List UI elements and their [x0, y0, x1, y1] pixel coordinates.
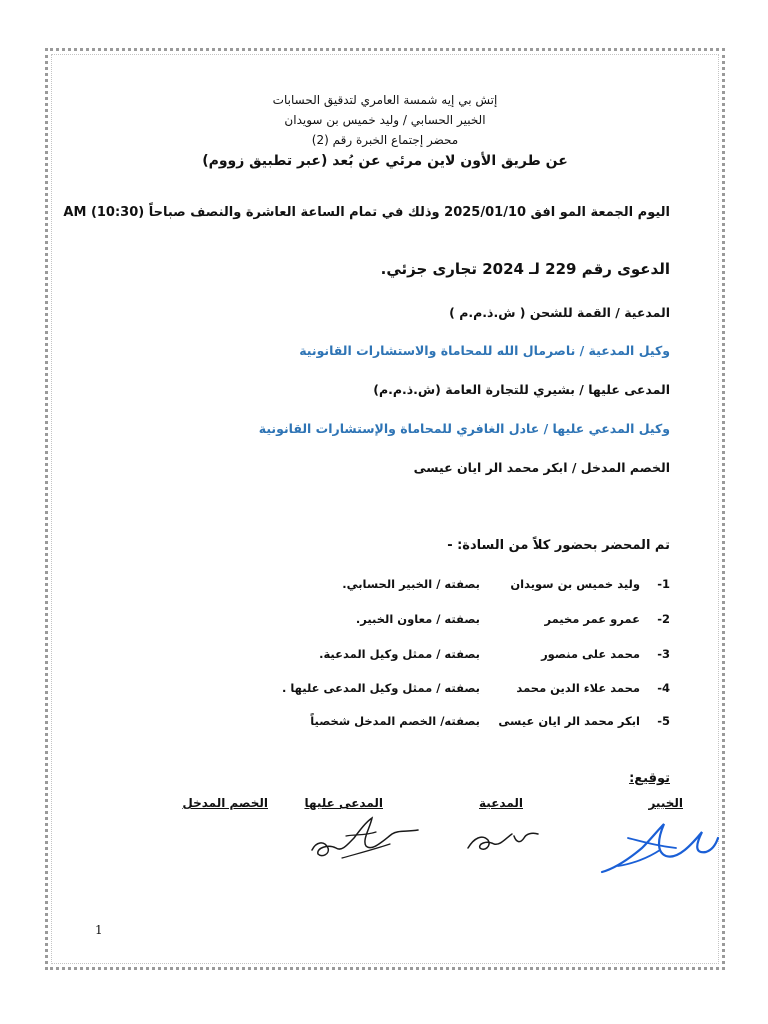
attendee-number: 1-	[657, 577, 670, 591]
attendee-role: بصفته / ممثل وكيل المدعى عليها .	[281, 681, 480, 695]
defendant-signature-image	[306, 814, 424, 864]
attendance-heading: تم المحضر بحضور كلاً من السادة: -	[447, 538, 670, 553]
document-header	[60, 90, 710, 172]
attendee-role: بصفته / الخبير الحسابي.	[342, 577, 480, 591]
meeting-method: عن طريق الأون لاين مرئي عن بُعد (عبر تطبيق زووم)	[202, 153, 568, 169]
attendee-role: بصفته / ممثل وكيل المدعية.	[319, 647, 480, 661]
signature-label-defendant: المدعى عليها	[304, 796, 383, 810]
attendee-name: عمرو عمر مخيمر	[544, 612, 640, 626]
minutes-title: محضر إجتماع الخبرة رقم (2)	[311, 133, 459, 147]
attendee-name: محمد على منصور	[541, 647, 640, 661]
attendee-name: وليد خميس بن سويدان	[510, 577, 640, 591]
page-number: 1	[95, 923, 103, 937]
defendant: المدعى عليها / بشيري للتجارة العامة (ش.ذ.م.م)	[373, 382, 670, 397]
plaintiff: المدعية / القمة للشحن ( ش.ذ.م.م )	[449, 305, 670, 320]
plaintiff-signature-image	[462, 826, 542, 858]
meeting-date: اليوم الجمعة المو افق 2025/01/10 وذلك في تمام الساعة العاشرة والنصف صباحاً (10:30) AM	[63, 205, 670, 220]
attendee-number: 2-	[657, 612, 670, 626]
attendee-number: 5-	[657, 714, 670, 728]
defendant-attorney: وكيل المدعي عليها / عادل الغافري للمحاماة والإستشارات القانونية	[258, 421, 670, 436]
firm-name: إتش بي إيه شمسة العامري لتدقيق الحسابات	[272, 93, 498, 107]
attendee-name: ابكر محمد الر ايان عيسى	[498, 714, 640, 728]
attendee-row	[270, 714, 670, 732]
case-number: الدعوى رقم 229 لـ 2024 تجارى جزئي.	[380, 260, 670, 278]
signature-label-intervening: الخصم المدخل	[182, 796, 268, 810]
attendee-row	[270, 647, 670, 665]
attendee-number: 4-	[657, 681, 670, 695]
attendee-role: بصفته / معاون الخبير.	[355, 612, 480, 626]
attendee-name: محمد علاء الدين محمد	[516, 681, 640, 695]
attendee-row	[270, 577, 670, 595]
expert-signature-image	[598, 818, 720, 878]
attendee-row	[270, 612, 670, 630]
signature-title: توقيع:	[629, 771, 670, 786]
intervening-party: الخصم المدخل / ابكر محمد الر ايان عيسى	[413, 460, 670, 475]
attendee-role: بصفته/ الخصم المدخل شخصياً	[310, 714, 480, 728]
attendee-number: 3-	[657, 647, 670, 661]
attendee-row	[270, 681, 670, 699]
signature-label-plaintiff: المدعية	[479, 796, 523, 810]
plaintiff-attorney: وكيل المدعية / ناصرمال الله للمحاماة والاستشارات القانونية	[299, 343, 670, 358]
signature-label-expert: الخبير	[648, 796, 683, 810]
expert-name: الخبير الحسابي / وليد خميس بن سويدان	[284, 113, 486, 127]
